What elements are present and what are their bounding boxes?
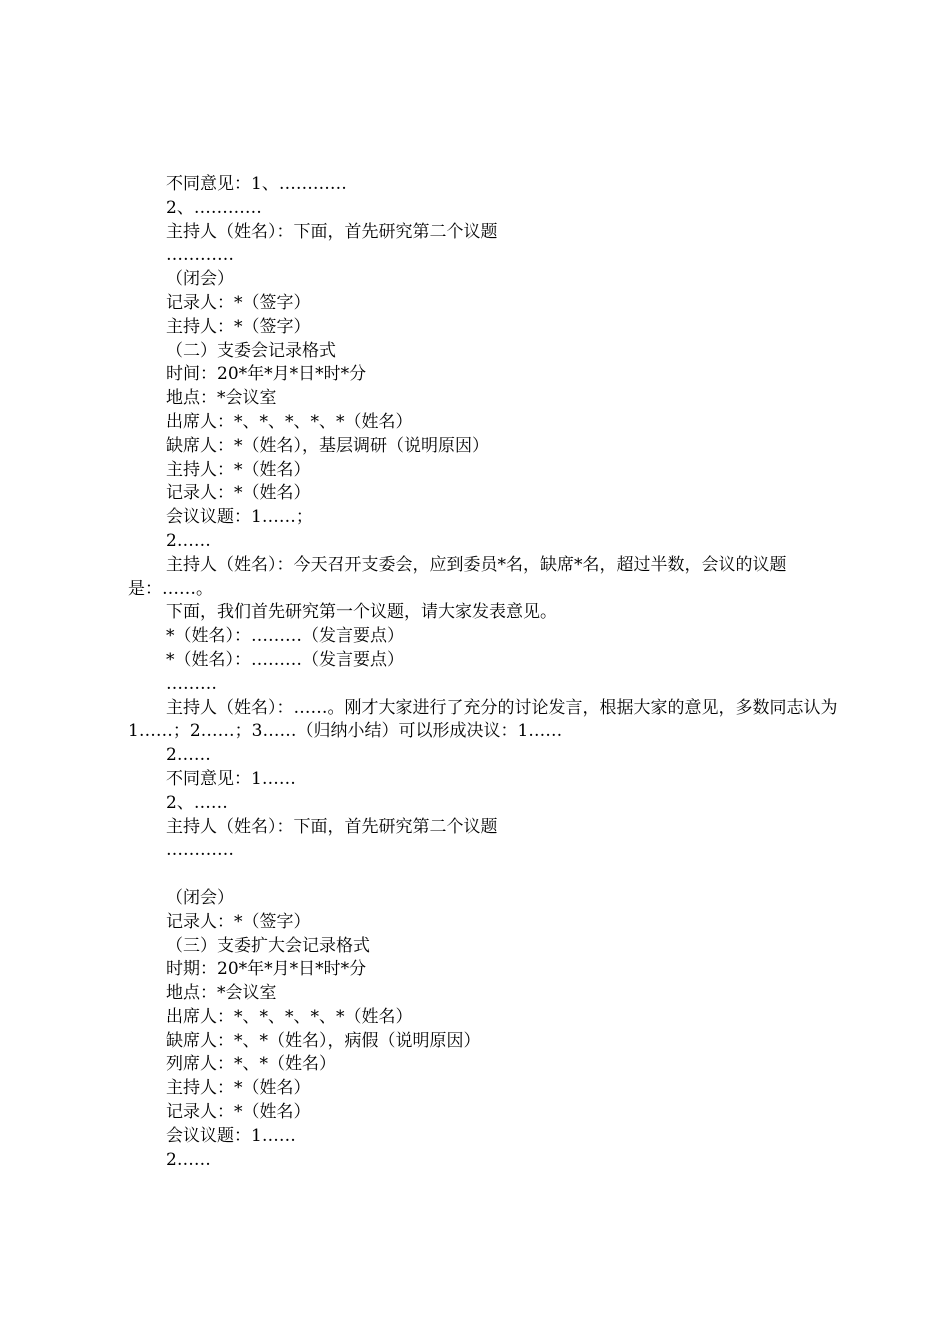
text-line: 出席人：*、*、*、*、*（姓名） — [166, 1006, 413, 1027]
text-line: 会议议题：1……； — [166, 507, 313, 528]
text-line: （闭会） — [166, 887, 234, 908]
text-line: 列席人：*、*（姓名） — [166, 1054, 336, 1075]
text-line: *（姓名）：………（发言要点） — [166, 649, 404, 670]
text-line: 记录人：*（签字） — [166, 292, 311, 313]
text-line: 地点：*会议室 — [166, 983, 277, 1004]
text-line: 2…… — [166, 1149, 211, 1170]
text-line: 不同意见：1…… — [166, 768, 296, 789]
text-line: 时期：20*年*月*日*时*分 — [166, 959, 367, 980]
text-line: 2、…… — [166, 792, 228, 813]
text-line: 主持人：*（签字） — [166, 316, 311, 337]
text-line: 2…… — [166, 530, 211, 551]
blank-line — [128, 863, 838, 887]
section-heading: （二）支委会记录格式 — [166, 340, 336, 361]
document-body — [128, 173, 838, 1172]
text-line: ……… — [166, 673, 217, 694]
text-line: 缺席人：*（姓名），基层调研（说明原因） — [166, 435, 489, 456]
text-line: 2…… — [166, 745, 211, 766]
text-line: 主持人：*（姓名） — [166, 1078, 311, 1099]
text-line: 主持人（姓名）：下面，首先研究第二个议题 — [166, 221, 498, 242]
text-line: 时间：20*年*月*日*时*分 — [166, 364, 367, 385]
paragraph: 主持人（姓名）：……。刚才大家进行了充分的讨论发言，根据大家的意见，多数同志认为1……；2……；3……（归纳小结）可以形成决议：1…… — [128, 697, 838, 742]
text-line: ………… — [166, 245, 234, 266]
text-line: *（姓名）：………（发言要点） — [166, 626, 404, 647]
text-line: 下面，我们首先研究第一个议题，请大家发表意见。 — [166, 602, 557, 623]
text-line: 会议议题：1…… — [166, 1125, 296, 1146]
text-line: ………… — [166, 840, 234, 861]
paragraph: 主持人（姓名）：今天召开支委会，应到委员*名，缺席*名，超过半数，会议的议题是：……。 — [128, 554, 787, 599]
text-line: 主持人（姓名）：下面，首先研究第二个议题 — [166, 816, 498, 837]
text-line: 记录人：*（姓名） — [166, 1102, 311, 1123]
text-line: 2、………… — [166, 197, 262, 218]
text-line: 地点：*会议室 — [166, 388, 277, 409]
section-heading: （三）支委扩大会记录格式 — [166, 935, 370, 956]
text-line: （闭会） — [166, 269, 234, 290]
text-line: 记录人：*（签字） — [166, 911, 311, 932]
text-line: 出席人：*、*、*、*、*（姓名） — [166, 411, 413, 432]
text-line: 主持人：*（姓名） — [166, 459, 311, 480]
text-line: 不同意见：1、………… — [166, 174, 347, 194]
text-line: 缺席人：*、*（姓名），病假（说明原因） — [166, 1030, 481, 1051]
text-line: 记录人：*（姓名） — [166, 483, 311, 504]
